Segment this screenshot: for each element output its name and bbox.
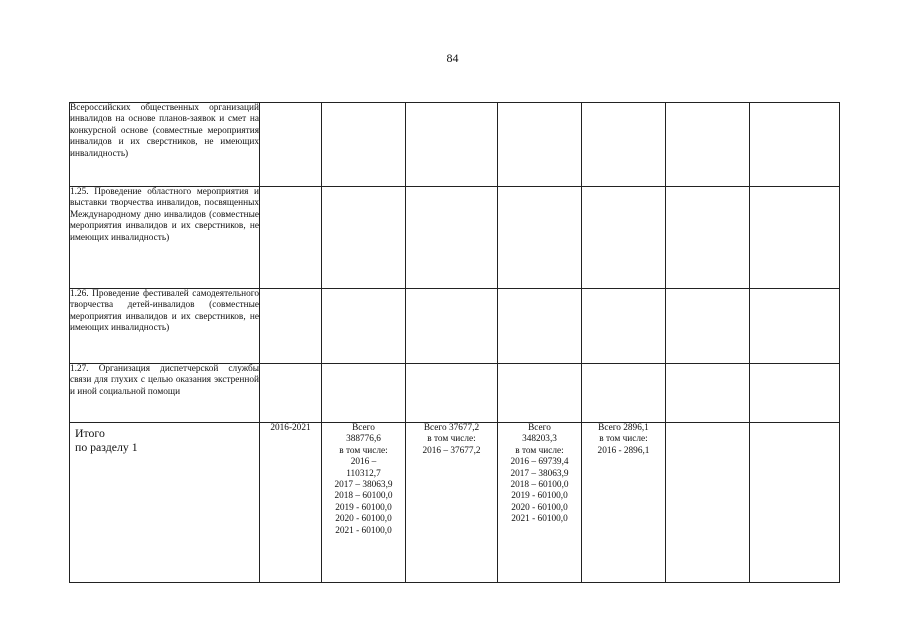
empty-cell xyxy=(666,103,750,187)
funding-line: 2017 – 38063,9 xyxy=(510,468,569,479)
funding-line: 348203,3 xyxy=(522,434,557,445)
empty-cell xyxy=(260,103,322,187)
funding-line: Всего xyxy=(528,423,551,433)
funding-line: Всего 2896,1 xyxy=(598,423,649,433)
funding-line: 2016 – 69739,4 xyxy=(510,457,569,468)
activity-cell xyxy=(70,103,260,187)
table-row xyxy=(70,187,840,289)
empty-cell xyxy=(498,187,582,289)
activity-text: 1.27. Организация диспетчерской службы связи для глухих с целью оказания экстренной и иной социальной помощи xyxy=(70,364,259,397)
regional-funding-cell xyxy=(498,423,582,583)
funding-line: в том числе: xyxy=(599,434,648,445)
empty-cell xyxy=(582,187,666,289)
funding-line: 2018 – 60100,0 xyxy=(510,480,569,491)
funding-line: 388776,6 xyxy=(346,434,381,445)
empty-cell xyxy=(750,103,840,187)
empty-cell xyxy=(322,289,406,364)
funding-line: 2017 – 38063,9 xyxy=(334,480,393,491)
total-row xyxy=(70,423,840,583)
funding-line: 2016 – xyxy=(350,457,377,468)
empty-cell xyxy=(406,103,498,187)
program-table xyxy=(69,102,840,583)
funding-line: 2020 - 60100,0 xyxy=(511,502,568,513)
table-row xyxy=(70,289,840,364)
empty-cell xyxy=(498,103,582,187)
funding-line: в том числе: xyxy=(427,434,476,445)
activity-text: 1.25. Проведение областного мероприятия и выставки творчества инвалидов, посвященных Международному дню инвалидов (совместные мероприятия инвалидов и их сверстников, не имеющих инвалидность) xyxy=(70,187,259,243)
empty-cell xyxy=(582,364,666,423)
funding-line: 2021 - 60100,0 xyxy=(511,514,568,525)
local-funding-cell xyxy=(582,423,666,583)
empty-cell xyxy=(406,187,498,289)
funding-line: 2020 - 60100,0 xyxy=(335,514,392,525)
empty-cell xyxy=(498,289,582,364)
empty-cell xyxy=(750,289,840,364)
total-funding-cell xyxy=(322,423,406,583)
funding-line: Всего 37677,2 xyxy=(423,423,480,433)
funding-line: в том числе: xyxy=(515,445,564,456)
empty-cell xyxy=(582,103,666,187)
page-number: 84 xyxy=(446,51,459,65)
empty-cell xyxy=(406,289,498,364)
empty-cell xyxy=(260,187,322,289)
empty-cell xyxy=(666,364,750,423)
activity-cell xyxy=(70,289,260,364)
activity-cell xyxy=(70,364,260,423)
funding-line: 2018 – 60100,0 xyxy=(334,491,393,502)
federal-funding-cell xyxy=(406,423,498,583)
funding-line: 2021 - 60100,0 xyxy=(335,525,392,536)
total-label xyxy=(70,423,259,454)
funding-line: 2016 – 37677,2 xyxy=(422,445,481,456)
funding-line: 2019 - 60100,0 xyxy=(511,491,568,502)
funding-line: 2016 - 2896,1 xyxy=(597,445,650,456)
activity-text: Всероссийских общественных организаций инвалидов на основе планов-заявок и смет на конкурсной основе (совместные мероприятия инвалидов и их сверстников, не имеющих инвалидность) xyxy=(70,103,259,159)
empty-cell xyxy=(260,364,322,423)
activity-cell xyxy=(70,187,260,289)
empty-cell xyxy=(406,364,498,423)
funding-line: в том числе: xyxy=(339,445,388,456)
funding-line: 2019 - 60100,0 xyxy=(335,502,392,513)
empty-cell xyxy=(582,289,666,364)
total-label-line: по разделу 1 xyxy=(75,440,138,454)
empty-cell xyxy=(666,289,750,364)
total-label-cell xyxy=(70,423,260,583)
empty-cell xyxy=(260,289,322,364)
empty-cell xyxy=(750,423,840,583)
empty-cell xyxy=(322,187,406,289)
table-row xyxy=(70,103,840,187)
empty-cell xyxy=(750,364,840,423)
period-value: 2016-2021 xyxy=(270,423,311,433)
total-label-line: Итого xyxy=(75,426,105,440)
empty-cell xyxy=(322,103,406,187)
empty-cell xyxy=(666,423,750,583)
empty-cell xyxy=(666,187,750,289)
funding-line: 110312,7 xyxy=(346,468,381,479)
period-cell xyxy=(260,423,322,583)
empty-cell xyxy=(750,187,840,289)
activity-text: 1.26. Проведение фестивалей самодеятельного творчества детей-инвалидов (совместные мероприятия инвалидов и их сверстников, не имеющих инвалидность) xyxy=(70,289,259,334)
table-row xyxy=(70,364,840,423)
empty-cell xyxy=(322,364,406,423)
funding-line: Всего xyxy=(352,423,375,433)
empty-cell xyxy=(498,364,582,423)
